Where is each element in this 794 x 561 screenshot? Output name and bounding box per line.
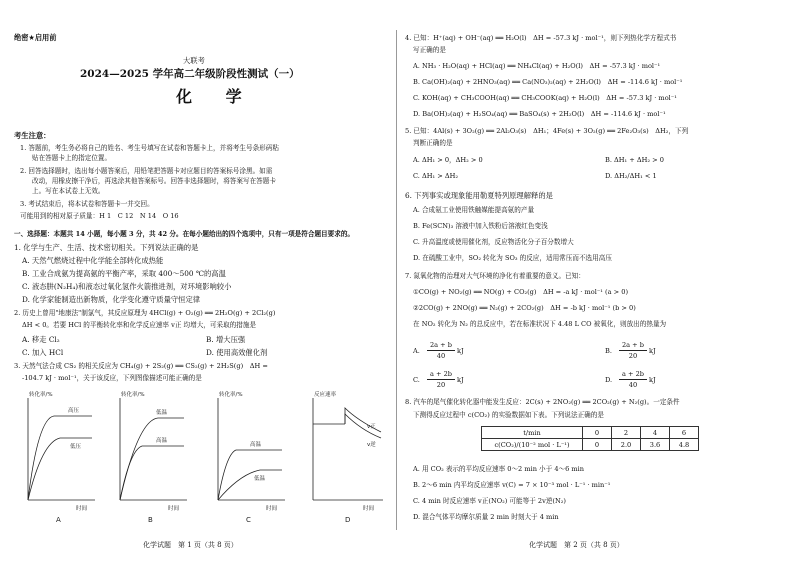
q7-option-d-letter: D. (605, 376, 613, 384)
q7-option-a-denominator: 40 (436, 352, 446, 360)
q7-option-a-letter: A. (413, 347, 420, 355)
q7-option-a-numerator: 2a + b (427, 341, 455, 351)
table-cell: 6 (670, 427, 699, 439)
graph-label: B (148, 516, 153, 524)
table-cell: 0 (583, 439, 612, 451)
q3-graph-d (305, 390, 390, 525)
table-cell: 4 (641, 427, 670, 439)
q4-option-d: D. Ba(OH)₂(aq) + H₂SO₄(aq) ══ BaSO₄(s) + 2H₂O(l) ΔH = -114.6 kJ · mol⁻¹ (413, 110, 666, 118)
q2-option-c: C. 加入 HCl (22, 348, 64, 357)
q2-option-a: A. 移走 Cl₂ (22, 335, 60, 344)
q7-stem: 7. 氮氧化物的治理对大气环境的净化有着重要的意义。已知： (405, 272, 585, 280)
notice-line: 改动，用橡皮擦干净后，再选涂其他答案标号。回答非选择题时，将答案写在答题卡 (32, 177, 276, 185)
table-cell: 2 (612, 427, 641, 439)
q5-option-c: C. ΔH₁ > ΔH₂ (413, 172, 459, 180)
curve-lower (120, 446, 184, 500)
curve-lower (28, 438, 92, 500)
x-axis-label: 时间 (168, 506, 180, 512)
q8-stem-2: 下测得反应过程中 c(CO₂) 的实验数据如下表。下列说法正确的是 (413, 411, 604, 419)
q1-stem: 1. 化学与生产、生活、技术密切相关。下列说法正确的是 (14, 243, 199, 252)
notice-line: 贴在答题卡上的指定位置。 (32, 154, 112, 162)
q7-option-c-numerator: a + 2b (427, 370, 455, 380)
q8-option-a: A. 用 CO₂ 表示的平均反应速率 0～2 min 小于 4～6 min (413, 465, 585, 473)
q2-option-d: D. 使用高效催化剂 (206, 348, 268, 357)
secret-label: 绝密★启用前 (14, 33, 57, 42)
y-axis-label: 转化率/% (29, 392, 53, 398)
curve-label-upper: v正 (367, 424, 376, 430)
notice-heading: 考生注意： (14, 131, 51, 140)
notice-line: 1. 答题前，考生务必将自己的姓名、考生号填写在试卷和答题卡上，并将考生号条形码粘 (20, 144, 279, 152)
curve-lower (218, 470, 282, 500)
notice-line: 上。写在本试卷上无效。 (32, 187, 105, 195)
curve-label-upper: 低温 (156, 410, 168, 416)
curve-upper (120, 418, 184, 500)
table-cell: 0 (583, 427, 612, 439)
graph-label: D (345, 516, 351, 524)
x-axis-label: 时间 (266, 506, 278, 512)
q6-option-a: A. 合成氨工业使用铁触媒能提高氨的产量 (413, 206, 535, 214)
q4-stem: 4. 已知：H⁺(aq) + OH⁻(aq) ══ H₂O(l) ΔH = -57.3 kJ · mol⁻¹，则下列热化学方程式书 (405, 34, 677, 42)
q2-stem: 2. 历史上曾用"地康法"制氯气，其反应原理为 4HCl(g) + O₂(g) ══ 2H₂O(g) + 2Cl₂(g) (14, 309, 276, 317)
curve-label-lower: v逆 (367, 442, 376, 448)
q3-graph-a (20, 390, 100, 525)
q8-data-table (481, 426, 699, 451)
y-axis-label: 转化率/% (219, 392, 243, 398)
page-2 (399, 0, 794, 561)
q8-stem: 8. 汽车的尾气催化转化器中能发生反应：2C(s) + 2NO₂(g) ══ 2CO₂(g) + N₂(g)。一定条件 (405, 398, 680, 406)
page-1 (0, 0, 395, 561)
table-cell: 2.0 (612, 439, 641, 451)
q7-option-b-letter: B. (605, 347, 612, 355)
column-divider (396, 30, 397, 530)
graph-label: C (246, 516, 251, 524)
q6-stem: 6. 下列事实或现象能用勒夏特列原理解释的是 (405, 191, 553, 200)
x-axis-label: 时间 (363, 506, 375, 512)
q8-option-b: B. 2～6 min 内平均反应速率 v(C) = 7 × 10⁻³ mol · L⁻¹ · min⁻¹ (413, 481, 611, 489)
y-axis-label: 转化率/% (121, 392, 145, 398)
q4-stem-2: 写正确的是 (413, 46, 446, 54)
q7-option-c-denominator: 20 (436, 381, 446, 389)
table-cell: c(CO₂)/(10⁻² mol · L⁻¹) (482, 439, 583, 451)
q4-option-a: A. NH₃ · H₂O(aq) + HCl(aq) ══ NH₄Cl(aq) + H₂O(l) ΔH = -57.3 kJ · mol⁻¹ (413, 62, 661, 70)
q5-option-a: A. ΔH₁ > 0，ΔH₂ > 0 (413, 156, 483, 164)
curve-upper (28, 416, 92, 500)
q1-option-d: D. 化学家能制造出新物质，化学变化遵守质量守恒定律 (22, 295, 201, 304)
q7-option-d-unit: kJ (649, 376, 656, 384)
graph-label: A (56, 516, 61, 524)
notice-line: 可能用到的相对原子质量：H 1 C 12 N 14 O 16 (20, 212, 179, 220)
q7-option-d-numerator: a + 2b (619, 370, 647, 380)
q4-option-b: B. Ca(OH)₂(aq) + 2HNO₃(aq) ══ Ca(NO₃)₂(aq) + 2H₂O(l) ΔH = -114.6 kJ · mol⁻¹ (413, 78, 683, 86)
q2-stem-2: ΔH < 0。若要 HCl 的平衡转化率和化学反应速率 v正 均增大，可采取的措施是 (22, 321, 257, 329)
q1-option-c: C. 液态肼(N₂H₄)和液态过氧化氢作火箭推进剂，对环境影响较小 (22, 282, 232, 291)
section-heading: 一、选择题：本题共 14 小题，每小题 3 分，共 42 分。在每小题给出的四个选项中，只有一项是符合题目要求的。 (14, 230, 355, 238)
q7-option-b-unit: kJ (649, 347, 656, 355)
table-cell: 4.8 (670, 439, 699, 451)
curve-upper (218, 450, 282, 500)
q3-graph-b (112, 390, 192, 525)
q8-option-d: D. 混合气体平均摩尔质量 2 min 时刻大于 4 min (413, 513, 559, 521)
q5-stem: 5. 已知：4Al(s) + 3O₂(g) ══ 2Al₂O₃(s) ΔH₁；4Fe(s) + 3O₂(g) ══ 2Fe₂O₃(s) ΔH₂，下列 (405, 127, 689, 135)
q7-equation-1: ①CO(g) + NO₂(g) ══ NO(g) + CO₂(g) ΔH = -a kJ · mol⁻¹ (a > 0) (413, 288, 629, 296)
q3-stem: 3. 天然气法合成 CS₂ 的相关反应为 CH₄(g) + 2S₂(g) ══ CS₂(g) + 2H₂S(g) ΔH = (14, 362, 268, 370)
q5-option-d: D. ΔH₂/ΔH₁ < 1 (605, 172, 657, 180)
q7-option-a-unit: kJ (457, 347, 464, 355)
curve-label-lower: 低温 (254, 476, 266, 482)
table-cell: t/min (482, 427, 583, 439)
notice-line: 2. 回答选择题时，选出每小题答案后，用铅笔把答题卡对应题目的答案标号涂黑。如需 (20, 167, 273, 175)
q5-option-b: B. ΔH₁ + ΔH₂ > 0 (605, 156, 664, 164)
page-footer: 化学试题 第 2 页（共 8 页） (529, 541, 624, 549)
q1-option-a: A. 天然气燃烧过程中化学能全部转化成热能 (22, 256, 164, 265)
table-row (482, 439, 699, 451)
q7-equation-2: ②2CO(g) + 2NO(g) ══ N₂(g) + 2CO₂(g) ΔH = -b kJ · mol⁻¹ (b > 0) (413, 304, 636, 312)
q1-option-b: B. 工业合成氨为提高氨的平衡产率，采取 400～500 ℃的高温 (22, 269, 226, 278)
q7-option-c-unit: kJ (457, 376, 464, 384)
q8-option-c: C. 4 min 时反应速率 v正(NO₂) 可能等于 2v逆(N₂) (413, 497, 566, 505)
curve-label-upper: 高温 (250, 442, 262, 448)
table-cell: 3.6 (641, 439, 670, 451)
table-header-row (482, 427, 699, 439)
curve-label-upper: 高压 (68, 408, 80, 414)
y-axis-label: 反应速率 (314, 392, 337, 398)
curve-label-lower: 低压 (70, 444, 82, 450)
q5-stem-2: 判断正确的是 (413, 139, 453, 147)
curve-label-lower: 高温 (156, 438, 168, 444)
q7-stem-2: 在 NO₂ 转化为 N₂ 的总反应中，若在标准状况下 4.48 L CO 被氧化，则放出的热量为 (413, 320, 667, 328)
q7-option-b-denominator: 20 (628, 352, 638, 360)
q6-option-c: C. 升高温度或使用催化剂，反应物活化分子百分数增大 (413, 238, 574, 246)
notice-line: 3. 考试结束后，将本试卷和答题卡一并交回。 (20, 200, 154, 208)
q4-option-c: C. KOH(aq) + CH₃COOH(aq) ══ CH₃COOK(aq) + H₂O(l) ΔH = -57.3 kJ · mol⁻¹ (413, 94, 677, 102)
q7-option-c-letter: C. (413, 376, 420, 384)
page-footer: 化学试题 第 1 页（共 8 页） (143, 541, 238, 549)
q7-option-b-numerator: 2a + b (619, 341, 647, 351)
q3-graph-c (210, 390, 290, 525)
q2-option-b: B. 增大压强 (206, 335, 246, 344)
q6-option-b: B. Fe(SCN)₃ 溶液中加入铁粉后溶液红色变浅 (413, 222, 548, 230)
union-label: 大联考 (183, 56, 205, 65)
subject-title: 化 学 (176, 87, 256, 106)
exam-title: 2024—2025 学年高二年级阶段性测试（一） (80, 68, 300, 80)
q7-option-d-denominator: 40 (628, 381, 638, 389)
q3-stem-2: -104.7 kJ · mol⁻¹，关于该反应，下列图像描述可能正确的是 (22, 374, 202, 382)
q6-option-d: D. 在硫酸工业中，SO₂ 转化为 SO₃ 的反应，适用常压而不选用高压 (413, 254, 612, 262)
x-axis-label: 时间 (76, 506, 88, 512)
